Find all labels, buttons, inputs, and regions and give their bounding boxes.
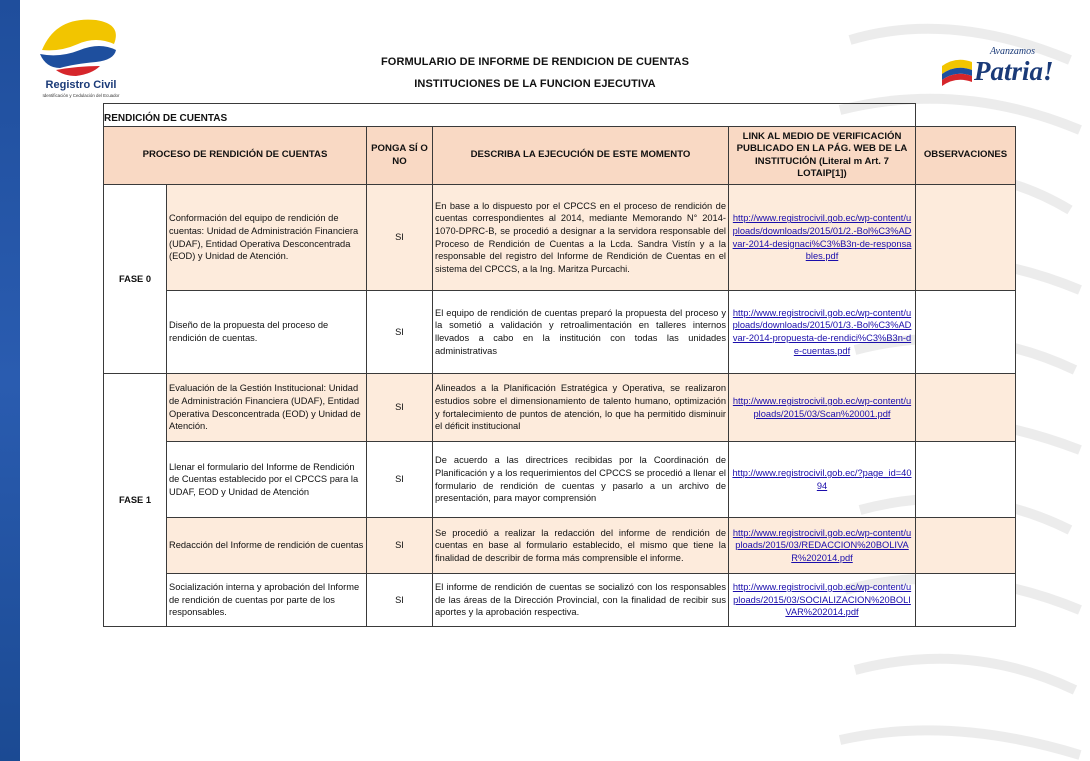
table-row <box>104 442 1016 518</box>
patria-logo-slogan: Patria! <box>974 56 1054 86</box>
process-cell: Diseño de la propuesta del proceso de rendición de cuentas. <box>167 291 367 374</box>
left-accent-bar <box>0 0 20 761</box>
table-row <box>104 291 1016 374</box>
description-cell: El informe de rendición de cuentas se socializó con los responsables de las áreas de la Dirección Provincial, con la finalidad de recibir sus aportes y la aprobación respectiva. <box>433 574 729 627</box>
table-row <box>104 374 1016 442</box>
process-cell: Conformación del equipo de rendición de cuentas: Unidad de Administración Financiera (UDAF), Entidad Operativa Desconcentrada (EOD) y Unidad de Atención. <box>167 185 367 291</box>
column-header-link: LINK AL MEDIO DE VERIFICACIÓN PUBLICADO EN LA PÁG. WEB DE LA INSTITUCIÓN (Literal m Art. 7 LOTAIP[1]) <box>729 127 916 185</box>
answer-cell: SI <box>367 518 433 574</box>
link-cell <box>729 374 916 442</box>
answer-cell: SI <box>367 442 433 518</box>
table-row <box>104 185 1016 291</box>
registro-civil-logo <box>26 10 136 102</box>
column-header-answer: PONGA SÍ O NO <box>367 127 433 185</box>
document-title: FORMULARIO DE INFORME DE RENDICION DE CUENTAS <box>380 56 690 68</box>
phase-label: FASE 0 <box>104 185 167 374</box>
description-cell: En base a lo dispuesto por el CPCCS en el proceso de rendición de cuentas correspondientes al 2014, mediante Memorando N° 2014-1070-DPRC-B, se procedió a designar a la servidora responsable del Proceso de Rendición de Cuentas a la Lcda. Sandra Vistín y a la responsable del registro del Informe de Rendición de Cuentas en el sistema del CPCCS, a la Ing. Maritza Purcachi. <box>433 185 729 291</box>
column-header-observations: OBSERVACIONES <box>916 127 1016 185</box>
verification-link[interactable]: http://www.registrocivil.gob.ec/?page_id=4094 <box>732 467 912 491</box>
answer-cell: SI <box>367 291 433 374</box>
link-cell <box>729 442 916 518</box>
verification-link[interactable]: http://www.registrocivil.gob.ec/wp-content/uploads/2015/03/Scan%20001.pdf <box>732 395 912 419</box>
table-header-row <box>104 127 1016 185</box>
observations-cell <box>916 374 1016 442</box>
verification-link[interactable]: http://www.registrocivil.gob.ec/wp-content/uploads/downloads/2015/01/3.-Bol%C3%ADvar-2014-propuesta-de-rendici%C3%B3n-de-cuentas.pdf <box>732 307 912 356</box>
patria-logo-slogan-top: Avanzamos <box>990 46 1035 57</box>
description-cell: De acuerdo a las directrices recibidas por la Coordinación de Planificación y a los requerimientos del CPCCS se procedió a llenar el formulario de rendición de cuentas y pasarlo a un archivo de presentación, para mayor comprensión <box>433 442 729 518</box>
answer-cell: SI <box>367 185 433 291</box>
table-caption: RENDICIÓN DE CUENTAS <box>104 104 916 127</box>
observations-cell <box>916 291 1016 374</box>
observations-cell <box>916 442 1016 518</box>
caption-blank-cell <box>916 104 1016 127</box>
column-header-process: PROCESO DE RENDICIÓN DE CUENTAS <box>104 127 367 185</box>
patria-logo <box>938 36 1068 92</box>
process-cell: Llenar el formulario del Informe de Rendición de Cuentas establecido por el CPCCS para la UDAF, EOD y Unidad de Atención <box>167 442 367 518</box>
table-row <box>104 574 1016 627</box>
observations-cell <box>916 518 1016 574</box>
verification-link[interactable]: http://www.registrocivil.gob.ec/wp-content/uploads/2015/03/REDACCION%20BOLIVAR%202014.pdf <box>732 527 912 563</box>
link-cell <box>729 518 916 574</box>
process-cell: Evaluación de la Gestión Institucional: Unidad de Administración Financiera (UDAF), Entidad Operativa Desconcentrada (EOD) y Unidad de Atención. <box>167 374 367 442</box>
phase-label: FASE 1 <box>104 374 167 627</box>
table-row <box>104 518 1016 574</box>
description-cell: Se procedió a realizar la redacción del informe de rendición de cuentas en base al formulario establecido, el mismo que tiene la finalidad de describir de forma más comprensible el informe. <box>433 518 729 574</box>
verification-link[interactable]: http://www.registrocivil.gob.ec/wp-content/uploads/2015/03/SOCIALIZACION%20BOLIVAR%202014.pdf <box>732 582 912 618</box>
link-cell <box>729 185 916 291</box>
link-cell <box>729 574 916 627</box>
verification-link[interactable]: http://www.registrocivil.gob.ec/wp-content/uploads/downloads/2015/01/2.-Bol%C3%ADvar-2014-designaci%C3%B3n-de-responsables.pdf <box>732 213 912 262</box>
process-cell: Redacción del Informe de rendición de cuentas <box>167 518 367 574</box>
process-cell: Socialización interna y aprobación del Informe de rendición de cuentas por parte de los responsables. <box>167 574 367 627</box>
description-cell: Alineados a la Planificación Estratégica y Operativa, se realizaron estudios sobre el dimensionamiento de talento humano, optimización y fortalecimiento de puntos de atención, lo que ha permitido disminuir el déficit institucional <box>433 374 729 442</box>
document-subtitle: INSTITUCIONES DE LA FUNCION EJECUTIVA <box>414 78 656 90</box>
observations-cell <box>916 185 1016 291</box>
observations-cell <box>916 574 1016 627</box>
registro-civil-logo-subtitle: Identificación y Cedulación del Ecuador <box>42 93 120 98</box>
registro-civil-logo-name: Registro Civil <box>45 79 117 91</box>
link-cell <box>729 291 916 374</box>
column-header-description: DESCRIBA LA EJECUCIÓN DE ESTE MOMENTO <box>433 127 729 185</box>
accountability-table-container <box>103 103 1016 627</box>
description-cell: El equipo de rendición de cuentas preparó la propuesta del proceso y la sometió a validación y retroalimentación en talleres internos llevados a cabo en la institución con todas las unidades administrativas <box>433 291 729 374</box>
accountability-table <box>103 103 1016 627</box>
table-caption-row <box>104 104 1016 127</box>
answer-cell: SI <box>367 374 433 442</box>
answer-cell: SI <box>367 574 433 627</box>
